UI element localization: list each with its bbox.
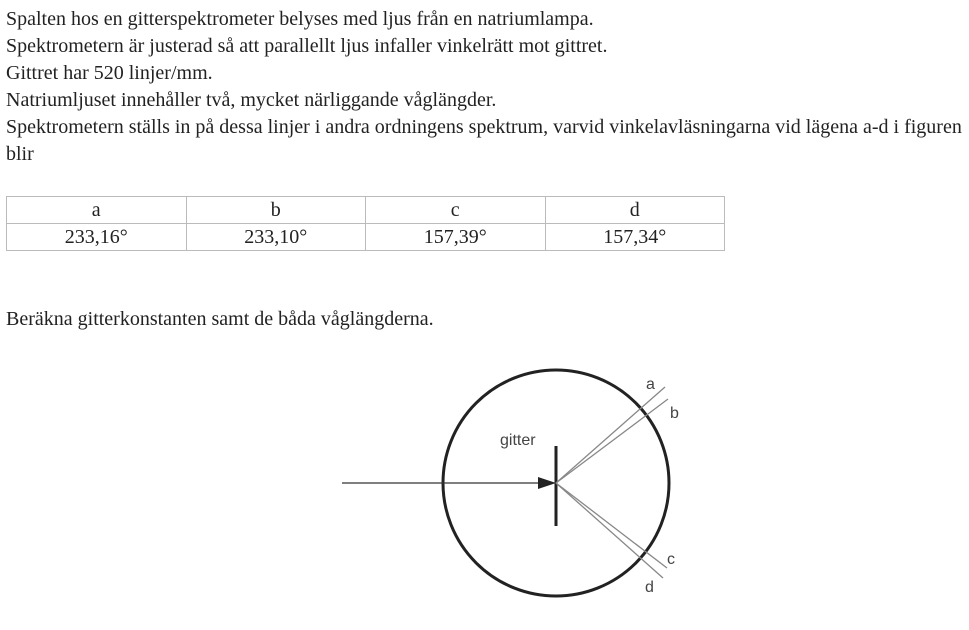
table-header-cell: a [7, 197, 187, 224]
intro-line: Gittret har 520 linjer/mm. [6, 62, 213, 84]
grating-label: gitter [500, 432, 536, 449]
table-cell: 233,16° [7, 224, 187, 251]
ray-label-a: a [646, 376, 655, 393]
ray-label-d: d [645, 579, 654, 596]
intro-line: Natriumljuset innehåller två, mycket närliggande våglängder. [6, 89, 497, 111]
intro-line: Spalten hos en gitterspektrometer belyses med ljus från en natriumlampa. [6, 8, 594, 30]
table-cell: 157,34° [545, 224, 725, 251]
table-header-cell: c [366, 197, 546, 224]
intro-line: Spektrometern är justerad så att parallellt ljus infaller vinkelrätt mot gittret. [6, 35, 608, 57]
ray-d [556, 483, 663, 578]
table-header-cell: d [545, 197, 725, 224]
ray-c [556, 483, 667, 568]
ray-b [556, 399, 668, 483]
ray-a [556, 387, 665, 483]
table-cell: 157,39° [366, 224, 546, 251]
table-cell: 233,10° [186, 224, 366, 251]
question-text: Beräkna gitterkonstanten samt de båda våglängderna. [6, 308, 434, 330]
ray-label-b: b [670, 405, 679, 422]
intro-line: Spektrometern ställs in på dessa linjer i andra ordningens spektrum, varvid vinkelavläsningarna vid lägena a-d i figuren blir [6, 116, 962, 165]
ray-label-c: c [667, 551, 675, 568]
ray-arrowhead [538, 477, 556, 489]
table-header-cell: b [186, 197, 366, 224]
